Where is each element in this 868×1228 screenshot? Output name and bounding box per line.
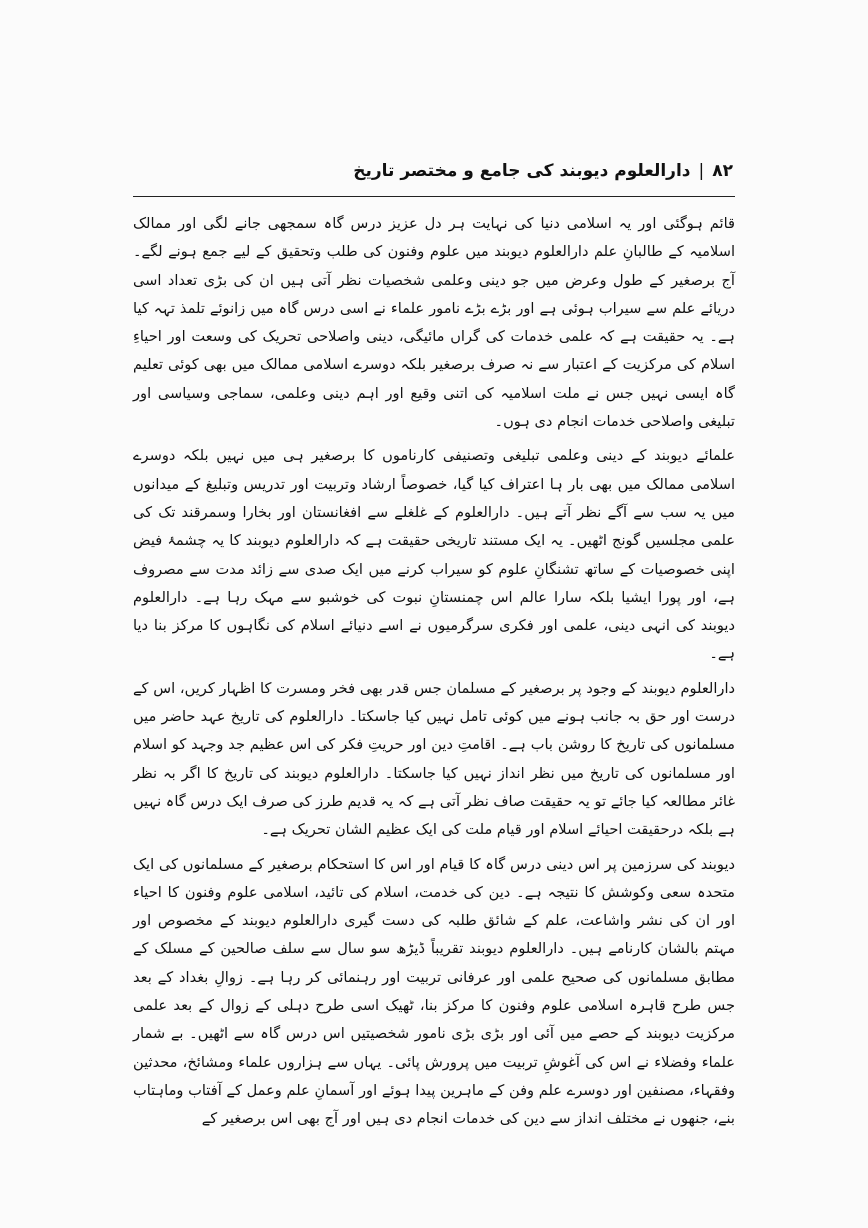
book-title: دارالعلوم دیوبند کی جامع و مختصر تاریخ [353,161,691,181]
paragraph: علمائے دیوبند کے دینی وعلمی تبلیغی وتصنیفی کارناموں کا برصغیر ہی میں نہیں بلکہ دوسرے اسلامی ممالک میں بھی بار ہا اعتراف کیا گیا، خصوصاً ارشاد وتربیت اور تدریس وتبلیغ کے میدانوں میں یہ سب سے آگے نظر آتے ہیں۔ دارالعلوم کے غلغلے سے افغانستان اور بخارا وسمرقند تک کی علمی مجلسیں گونج اٹھیں۔ یہ ایک مستند تاریخی حقیقت ہے کہ دارالعلوم دیوبند کا یہ چشمۂ فیض اپنی خصوصیات کے ساتھ تشنگانِ علوم کو سیراب کرنے میں ایک صدی سے زائد مدت سے مصروف ہے، اور پورا ایشیا بلکہ سارا عالم اس چمنستانِ نبوت کی خوشبو سے مہک رہا ہے۔ دارالعلوم دیوبند کی انہی دینی، علمی اور فکری سرگرمیوں نے اسے دنیائے اسلام کی نگاہوں کا مرکز بنا دیا ہے۔ [133,447,735,663]
paragraph: دیوبند کی سرزمین پر اس دینی درس گاہ کا قیام اور اس کا استحکام برصغیر کے مسلمانوں کی ایک متحدہ سعی وکوشش کا نتیجہ ہے۔ دین کی خدمت، اسلام کی تائید، اسلامی علوم وفنون کا احیاء اور ان کی نشر واشاعت، علم کے شائق طلبہ کی دست گیری دارالعلوم دیوبند کے مخصوص اور مہتم بالشان کارنامے ہیں۔ دارالعلوم دیوبند تقریباً ڈیڑھ سو سال سے سلف صالحین کے مسلک کے مطابق مسلمانوں کی صحیح علمی اور عرفانی تربیت اور رہنمائی کر رہا ہے۔ زوالِ بغداد کے بعد جس طرح قاہرہ اسلامی علوم وفنون کا مرکز بنا، ٹھیک اسی طرح دہلی کے زوال کے بعد علمی مرکزیت دیوبند کے حصے میں آئی اور بڑی بڑی نامور شخصیتیں اس درس گاہ سے اٹھیں۔ بے شمار علماء وفضلاء نے اس کی آغوشِ تربیت میں پرورش پائی۔ یہاں سے ہزاروں علماء ومشائخ، محدثین وفقہاء، مصنفین اور دوسرے علم وفن کے ماہرین پیدا ہوئے اور آسمانِ علم وعمل کے آفتاب وماہتاب بنے، جنھوں نے مختلف انداز سے دین کی خدمات انجام دی ہیں اور آج بھی اس برصغیر کے [133,855,735,1128]
header-separator: | [698,161,705,181]
paragraph: قائم ہوگئی اور یہ اسلامی دنیا کی نہایت ہر دل عزیز درس گاہ سمجھی جانے لگی اور ممالک اسلامیہ کے طالبانِ علم دارالعلوم دیوبند میں علوم وفنون کی طلب وتحقیق کے لیے جمع ہونے لگے۔ آج برصغیر کے طول وعرض میں جو دینی وعلمی شخصیات نظر آتی ہیں ان کی بڑی تعداد اسی دریائے علم سے سیراب ہوئی ہے اور بڑے بڑے نامور علماء نے اسی درس گاہ میں زانوئے تلمذ تہہ کیا ہے۔ یہ حقیقت ہے کہ علمی خدمات کی گراں مائیگی، دینی واصلاحی تحریک کی وسعت اور احیاءِ اسلام کی مرکزیت کے اعتبار سے نہ صرف برصغیر بلکہ دوسرے اسلامی ممالک میں بھی کوئی تعلیم گاہ ایسی نہیں جس نے ملت اسلامیہ کی اتنی وقیع اور اہم دینی وعلمی، سماجی وسیاسی اور تبلیغی واصلاحی خدمات انجام دی ہوں۔ [133,215,735,431]
running-header [135,156,733,186]
header-divider [133,196,735,197]
body-text [133,210,735,1140]
paragraph: دارالعلوم دیوبند کے وجود پر برصغیر کے مسلمان جس قدر بھی فخر ومسرت کا اظہار کریں، اس کے درست اور حق بہ جانب ہونے میں کوئی تامل نہیں کیا جاسکتا۔ دارالعلوم کی تاریخ عہد حاضر میں مسلمانوں کی تاریخ کا روشن باب ہے۔ اقامتِ دین اور حریتِ فکر کی اس عظیم جد وجہد کو اسلام اور مسلمانوں کی تاریخ میں نظر انداز نہیں کیا جاسکتا۔ دارالعلوم دیوبند کی تاریخ کا اگر بہ نظر غائر مطالعہ کیا جائے تو یہ حقیقت صاف نظر آتی ہے کہ یہ قدیم طرز کی صرف ایک درس گاہ نہیں ہے بلکہ درحقیقت احیائے اسلام اور قیام ملت کی ایک عظیم الشان تحریک ہے۔ [133,679,735,839]
page-number: ۸۲ [712,161,733,181]
